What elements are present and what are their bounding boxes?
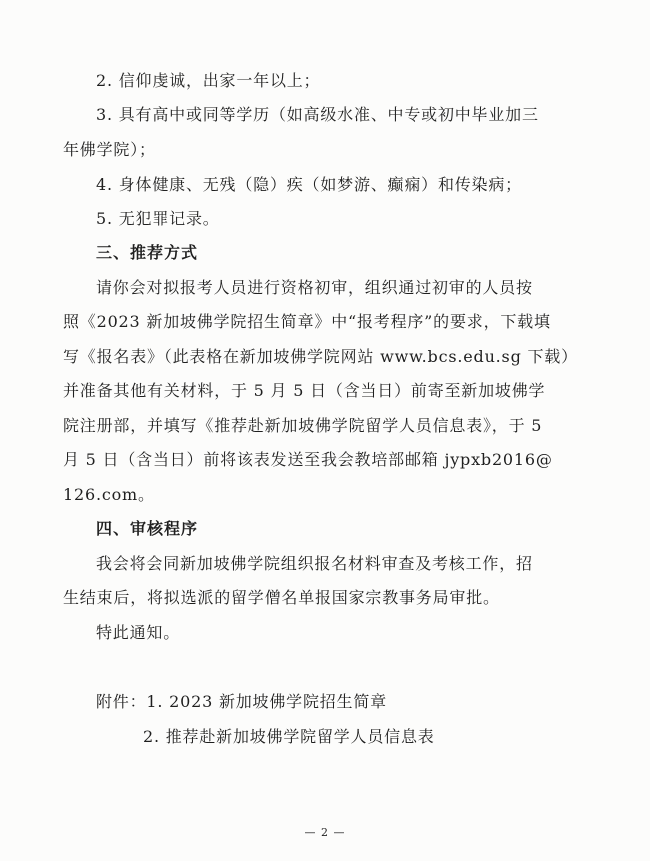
- paragraph-recommendation-line-6: 月 5 日（含当日）前将该表发送至我会教培部邮箱 jypxb2016@: [63, 450, 553, 469]
- paragraph-recommendation-line-1: 请你会对拟报考人员进行资格初审，组织通过初审的人员按: [96, 278, 533, 297]
- paragraph-recommendation-line-2: 照《2023 新加坡佛学院招生简章》中“报考程序”的要求，下载填: [63, 312, 551, 331]
- paragraph-recommendation-line-7: 126.com。: [63, 485, 155, 504]
- requirement-item-4: 4. 身体健康、无残（隐）疾（如梦游、癫痫）和传染病；: [96, 175, 522, 194]
- paragraph-recommendation-line-3: 写《报名表》（此表格在新加坡佛学院网站 www.bcs.edu.sg 下载）: [63, 347, 578, 366]
- requirement-item-5: 5. 无犯罪记录。: [96, 209, 220, 228]
- section-heading-recommendation: 三、推荐方式: [96, 243, 199, 262]
- page-number: — 2 —: [304, 826, 346, 839]
- attachment-item-1: 附件：1. 2023 新加坡佛学院招生简章: [96, 692, 387, 711]
- requirement-item-2: 2. 信仰虔诚，出家一年以上；: [96, 71, 321, 90]
- section-heading-review: 四、审核程序: [96, 519, 199, 538]
- requirement-item-3: 3. 具有高中或同等学历（如高级水准、中专或初中毕业加三: [96, 105, 539, 124]
- closing-notice: 特此通知。: [96, 623, 181, 642]
- paragraph-review-line-1: 我会将会同新加坡佛学院组织报名材料审查及考核工作，招: [96, 554, 533, 573]
- attachment-item-2: 2. 推荐赴新加坡佛学院留学人员信息表: [143, 727, 435, 746]
- paragraph-review-line-2: 生结束后，将拟选派的留学僧名单报国家宗教事务局审批。: [63, 588, 500, 607]
- paragraph-recommendation-line-5: 院注册部，并填写《推荐赴新加坡佛学院留学人员信息表》，于 5: [63, 416, 543, 435]
- paragraph-recommendation-line-4: 并准备其他有关材料，于 5 月 5 日（含当日）前寄至新加坡佛学: [63, 381, 546, 400]
- requirement-item-3-continued: 年佛学院）；: [63, 140, 156, 159]
